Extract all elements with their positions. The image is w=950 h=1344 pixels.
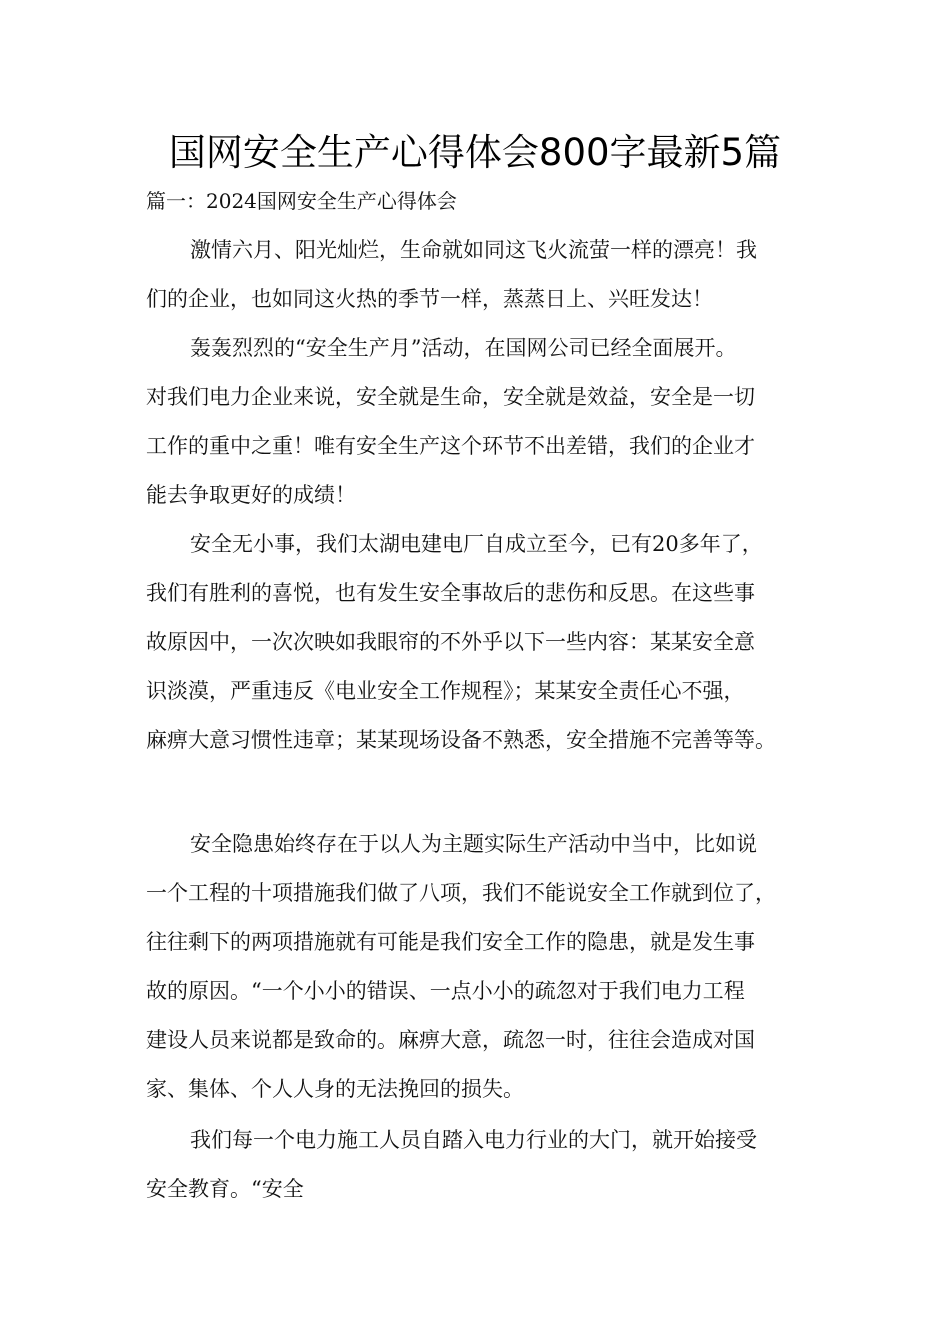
paragraph-line: 对我们电力企业来说，安全就是生命，安全就是效益，安全是一切 [146,385,755,409]
paragraph-line: 安全无小事，我们太湖电建电厂自成立至今，已有20多年了， [190,532,763,556]
paragraph-line: 故的原因。“一个小小的错误、一点小小的疏忽对于我们电力工程 [146,979,745,1003]
paragraph-line: 我们每一个电力施工人员自踏入电力行业的大门，就开始接受 [190,1128,757,1152]
paragraph-line: 工作的重中之重！唯有安全生产这个环节不出差错，我们的企业才 [146,434,755,458]
paragraph-line: 家、集体、个人人身的无法挽回的损失。 [146,1077,524,1101]
paragraph-5 [146,1116,826,1214]
paragraph-line: 安全教育。“安全 [146,1177,304,1201]
paragraph-line: 我们有胜利的喜悦，也有发生安全事故后的悲伤和反思。在这些事 [146,581,755,605]
paragraph-line: 识淡漠，严重违反《电业安全工作规程》；某某安全责任心不强， [146,679,745,703]
paragraph-line: 建设人员来说都是致命的。麻痹大意，疏忽一时，往往会造成对国 [146,1028,755,1052]
paragraph-4 [146,820,826,1114]
paragraph-line: 能去争取更好的成绩！ [146,483,356,507]
paragraph-line: 麻痹大意习惯性违章；某某现场设备不熟悉，安全措施不完善等等。 [146,728,776,752]
paragraph-line: 故原因中，一次次映如我眼帘的不外乎以下一些内容：某某安全意 [146,630,755,654]
paragraph-2 [146,324,826,520]
paragraph-line: 轰轰烈烈的“安全生产月”活动，在国网公司已经全面展开。 [190,336,737,360]
paragraph-line: 们的企业，也如同这火热的季节一样，蒸蒸日上、兴旺发达！ [146,287,713,311]
paragraph-3 [146,520,826,765]
document-title: 国网安全生产心得体会800字最新5篇 [168,131,782,174]
paragraph-line: 一个工程的十项措施我们做了八项，我们不能说安全工作就到位了， [146,881,776,905]
paragraph-1 [146,226,826,324]
section-heading: 篇一：2024国网安全生产心得体会 [146,189,457,213]
paragraph-line: 安全隐患始终存在于以人为主题实际生产活动中当中，比如说 [190,832,757,856]
paragraph-line: 激情六月、阳光灿烂，生命就如同这飞火流萤一样的漂亮！我 [190,238,757,262]
paragraph-line: 往往剩下的两项措施就有可能是我们安全工作的隐患，就是发生事 [146,930,755,954]
